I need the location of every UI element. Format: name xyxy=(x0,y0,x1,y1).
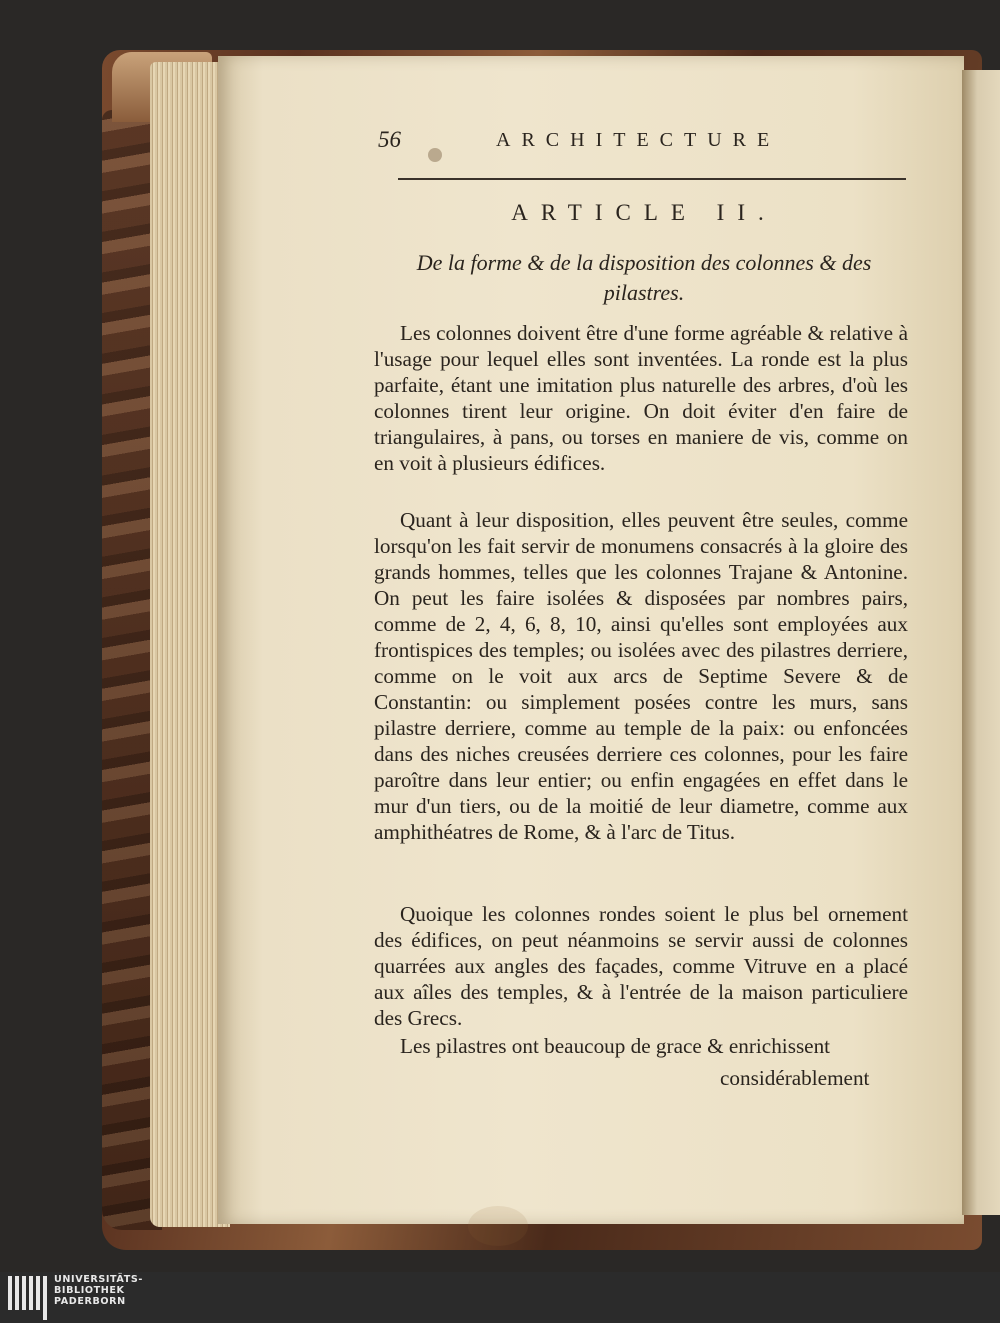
library-logo-icon xyxy=(6,1272,50,1323)
paragraph: Quoique les colonnes rondes soient le plus bel ornement des édifices, on peut néanmoins se servir aussi de colonnes quarrées aux angles des façades, comme Vitruve en a placé aux aîles des temples, & à l'entrée de la maison particuliere des Grecs. xyxy=(374,902,908,1030)
catchword: considérablement xyxy=(720,1066,870,1090)
article-subtitle: De la forme & de la disposition des colonnes & des pilastres. xyxy=(416,250,872,305)
paragraph: Quant à leur disposition, elles peuvent être seules, comme lorsqu'on les fait servir de monumens consacrés à la gloire des grands hommes, telles que les colonnes Trajane & Antonine. On peut les faire isolées & disposées par nombres pairs, comme de 2, 4, 6, 8, 10, ainsi qu'elles sont employées aux frontispices des temples; ou isolées avec des pilastres derriere, comme on le voit aux arcs de Septime Severe & de Constantin: ou simplement posées contre les murs, sans pilastre derriere, comme au temple de la paix: ou enfoncées dans des niches creusées derriere ces colonnes, pour les faire paroître dans leur entier; ou enfin engagées en effet dans le mur d'un tiers, ou de la moitié de leur diametre, comme aux amphithéatres de Rome, & à l'arc de Titus. xyxy=(374,508,908,844)
header-rule xyxy=(398,178,906,180)
library-name-line: UNIVERSITÄTS- xyxy=(54,1274,143,1285)
paragraph: Les colonnes doivent être d'une forme agréable & relative à l'usage pour lequel elles sont inventées. La ronde est la plus parfaite, étant une imitation plus naturelle des arbres, d'où les colonnes tirent leur origine. On doit éviter d'en faire de triangulaires, à pans, ou torses en maniere de vis, comme on en voit à plusieurs édifices. xyxy=(374,321,908,475)
running-title: ARCHITECTURE xyxy=(496,129,781,151)
running-head xyxy=(378,127,908,159)
footer-bar xyxy=(0,1272,1000,1323)
library-name xyxy=(54,1274,143,1307)
article-heading: ARTICLE II. xyxy=(511,200,777,225)
page-stain xyxy=(468,1206,528,1246)
facing-page-edge xyxy=(962,70,1000,1215)
library-name-line: PADERBORN xyxy=(54,1296,126,1307)
paragraph: Les pilastres ont beaucoup de grace & enrichissent xyxy=(400,1034,831,1058)
library-name-line: BIBLIOTHEK xyxy=(54,1285,125,1296)
page-number: 56 xyxy=(378,127,401,152)
